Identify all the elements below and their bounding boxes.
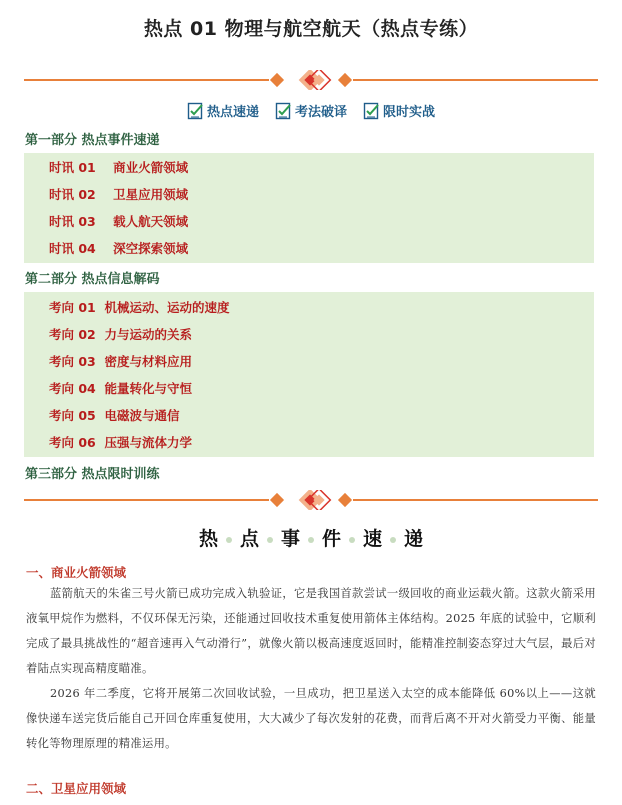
item-text: 载人航天领域 <box>113 214 189 229</box>
toc-item[interactable] <box>49 298 229 316</box>
item-text: 卫星应用领域 <box>113 187 189 202</box>
toc-item[interactable] <box>49 379 192 397</box>
toc-item[interactable] <box>49 433 192 451</box>
title-char: 速 <box>363 528 383 550</box>
toc-item[interactable] <box>49 239 188 257</box>
checklist-icon <box>275 102 293 120</box>
item-text: 深空探索领域 <box>113 241 189 256</box>
toc-item[interactable] <box>49 325 192 343</box>
item-text: 能量转化与守恒 <box>104 381 192 396</box>
article-paragraph: 蓝箭航天的朱雀三号火箭已成功完成入轨验证，它是我国首款尝试一级回收的商业运载火箭。这款火箭采用液氧甲烷作为燃料，不仅环保无污染，还能通过回收技术重复使用箭体主体结构。2025 年底的试验中，它顺利完成了最具挑战性的“超音速再入气动滑行”，就像火箭以极高速度返回时，能精准控制姿态穿过大气层，最后对着陆点实现高精度瞄准。 <box>26 587 596 675</box>
item-text: 密度与材料应用 <box>104 354 192 369</box>
article-heading: 一、商业火箭领域 <box>26 565 127 580</box>
toc-item[interactable] <box>49 212 188 230</box>
item-text: 力与运动的关系 <box>104 327 192 342</box>
checklist-icon <box>363 102 381 120</box>
page-title: 热点 01 物理与航空航天（热点专练） <box>143 18 479 40</box>
ornament-divider-top <box>24 70 598 90</box>
quick-nav-tabs <box>0 101 622 120</box>
item-code: 时讯 02 <box>49 187 96 202</box>
item-code: 时讯 04 <box>49 241 96 256</box>
tab-label: 热点速递 <box>206 105 259 120</box>
toc-item[interactable] <box>49 352 192 370</box>
item-text: 压强与流体力学 <box>104 435 192 450</box>
dot-separator <box>267 537 273 543</box>
item-code: 考向 01 <box>49 300 96 315</box>
dot-separator <box>349 537 355 543</box>
item-text: 电磁波与通信 <box>104 408 180 423</box>
item-text: 商业火箭领域 <box>113 160 189 175</box>
title-char: 递 <box>404 528 424 550</box>
tab-timed-practice[interactable] <box>363 101 435 120</box>
toc-item[interactable] <box>49 406 179 424</box>
item-code: 考向 02 <box>49 327 96 342</box>
title-char: 点 <box>239 528 259 550</box>
item-code: 时讯 03 <box>49 214 96 229</box>
tab-method-decode[interactable] <box>275 101 347 120</box>
dot-separator <box>308 537 314 543</box>
tab-hot-express[interactable] <box>187 101 259 120</box>
article-paragraph: 2026 年二季度，它将开展第二次回收试验，一旦成功，把卫星送入太空的成本能降低 60%以上——这就像快递车送完货后能自己开回仓库重复使用，大大减少了每次发射的花费，而背后离不开对火箭受力平衡、能量转化等物理原理的精准运用。 <box>26 687 596 750</box>
tab-label: 限时实战 <box>383 105 436 120</box>
part-heading: 第一部分 热点事件速递 <box>25 133 160 148</box>
part-heading: 第三部分 热点限时训练 <box>25 467 160 482</box>
title-char: 热 <box>198 528 218 550</box>
toc-item[interactable] <box>49 158 188 176</box>
article-heading: 二、卫星应用领域 <box>26 781 127 796</box>
item-code: 考向 03 <box>49 354 96 369</box>
part-heading: 第二部分 热点信息解码 <box>25 272 160 287</box>
item-text: 机械运动、运动的速度 <box>104 300 230 315</box>
checklist-icon <box>187 102 205 120</box>
title-char: 事 <box>280 528 300 550</box>
section-title <box>0 524 622 551</box>
title-char: 件 <box>322 528 342 550</box>
ornament-divider-middle <box>24 490 598 510</box>
tab-label: 考法破译 <box>294 105 347 120</box>
item-code: 考向 06 <box>49 435 96 450</box>
dot-separator <box>226 537 232 543</box>
item-code: 考向 04 <box>49 381 96 396</box>
item-code: 时讯 01 <box>49 160 96 175</box>
toc-item[interactable] <box>49 185 188 203</box>
dot-separator <box>390 537 396 543</box>
item-code: 考向 05 <box>49 408 96 423</box>
